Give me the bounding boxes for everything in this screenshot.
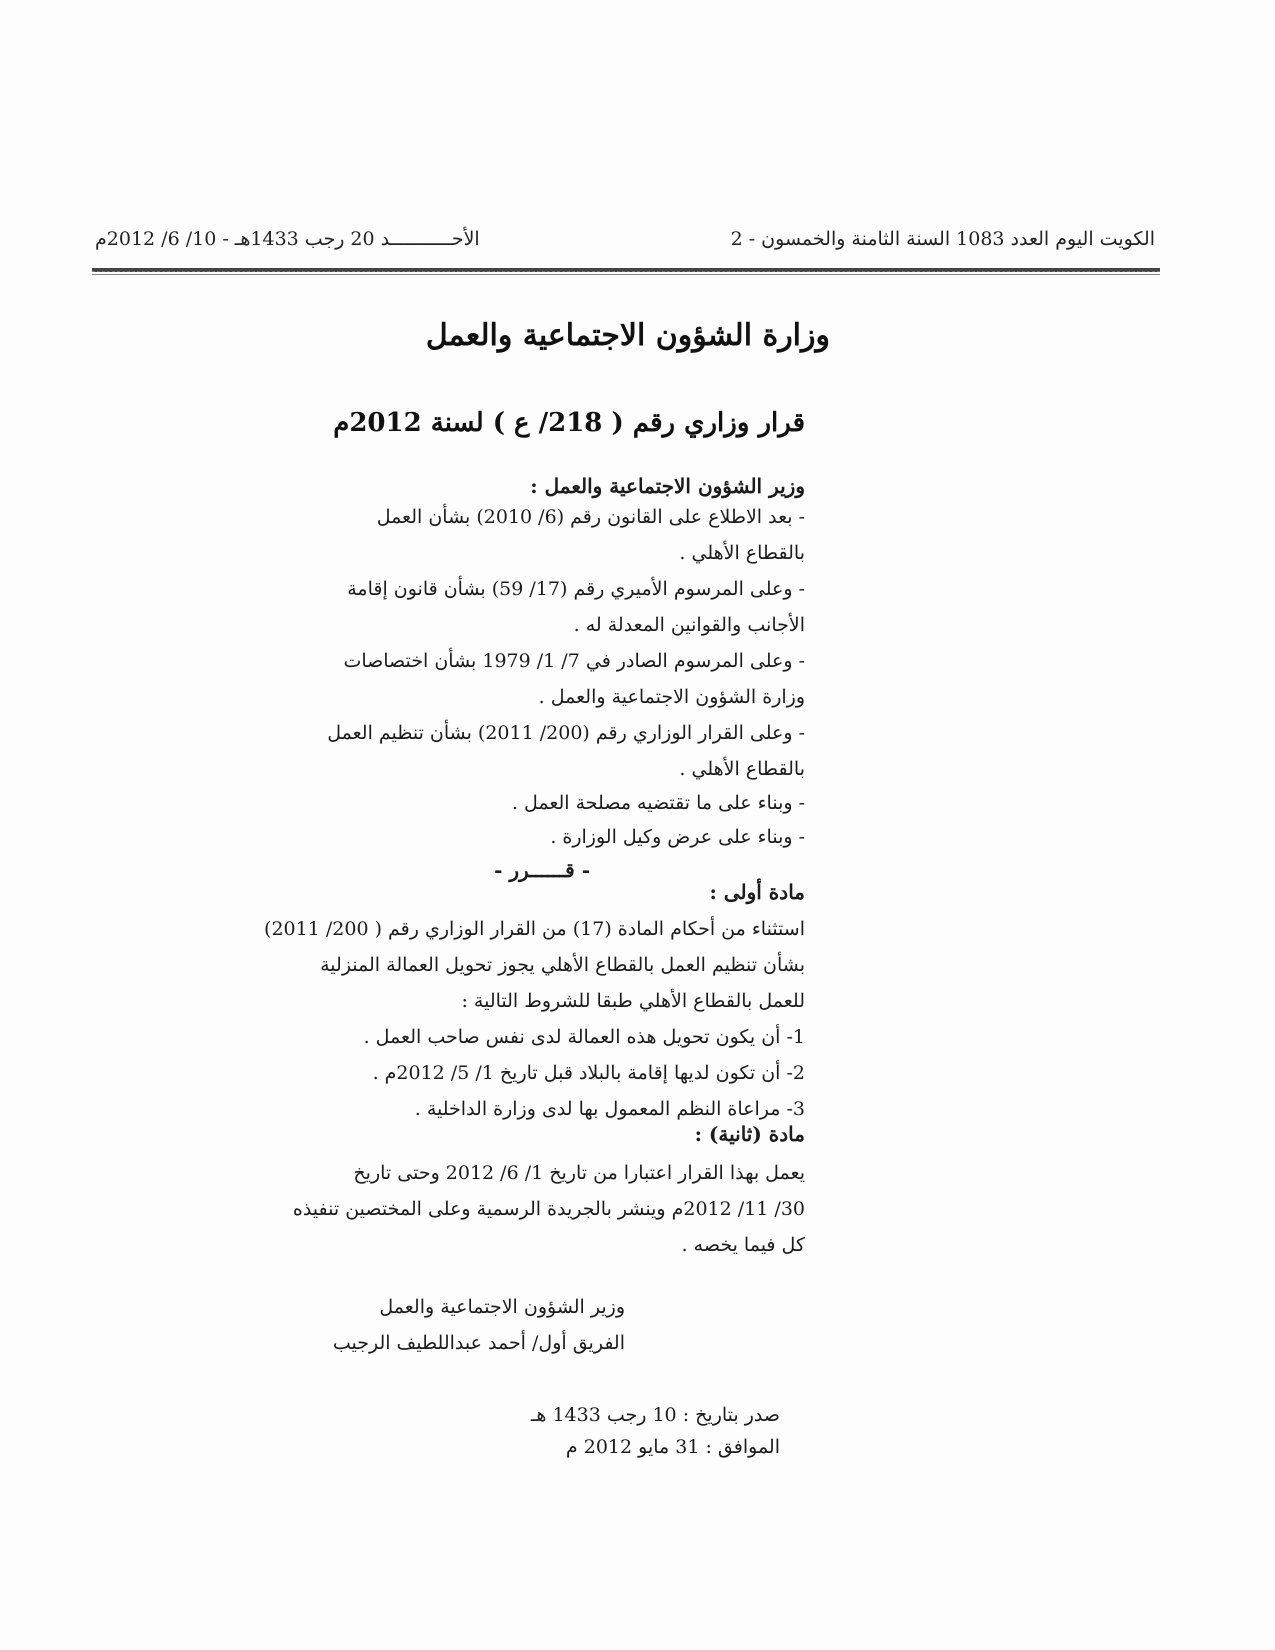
article-1-heading: مادة أولى : — [709, 880, 805, 904]
gazette-header — [95, 228, 1155, 258]
article-1 — [264, 880, 805, 1140]
signatory-title: وزير الشؤون الاجتماعية والعمل — [379, 1296, 625, 1318]
gazette-issue-info: الكويت اليوم العدد 1083 السنة الثامنة والخمسون - 2 — [730, 228, 1155, 250]
preamble-item-6: - وبناء على عرض وكيل الوزارة . — [550, 826, 805, 848]
minister-line: وزير الشؤون الاجتماعية والعمل : — [530, 474, 805, 498]
article-1-condition-3: 3- مراعاة النظم المعمول بها لدى وزارة الداخلية . — [414, 1098, 805, 1120]
issued-gregorian-date: الموافق : 31 مايو 2012 م — [565, 1436, 780, 1458]
article-2-line-2: 30/ 11/ 2012م وينشر بالجريدة الرسمية وعلى المختصين تنفيذه — [292, 1198, 805, 1220]
signatory-name: الفريق أول/ أحمد عبداللطيف الرجيب — [332, 1332, 625, 1354]
header-divider-thin — [92, 274, 1160, 275]
preamble-item-5: - وبناء على ما تقتضيه مصلحة العمل . — [511, 792, 805, 814]
article-2 — [292, 1122, 805, 1262]
issued-hijri-date: صدر بتاريخ : 10 رجب 1433 هـ — [530, 1404, 780, 1426]
header-divider — [92, 268, 1160, 272]
preamble-item-4-line-1: - وعلى القرار الوزاري رقم (200/ 2011) بشأن تنظيم العمل — [327, 722, 805, 744]
article-2-line-1: يعمل بهذا القرار اعتبارا من تاريخ 1/ 6/ 2012 وحتى تاريخ — [353, 1162, 805, 1184]
preamble-item-3-line-1: - وعلى المرسوم الصادر في 7/ 1/ 1979 بشأن اختصاصات — [343, 650, 805, 672]
article-1-line-3: للعمل بالقطاع الأهلي طبقا للشروط التالية : — [461, 990, 805, 1012]
preamble-item-1-line-1: - بعد الاطلاع على القانون رقم (6/ 2010) بشأن العمل — [376, 506, 805, 528]
ministry-title: وزارة الشؤون الاجتماعية والعمل — [425, 318, 830, 353]
article-1-condition-2: 2- أن تكون لديها إقامة بالبلاد قبل تاريخ 1/ 5/ 2012م . — [372, 1062, 805, 1084]
preamble-item-2-line-1: - وعلى المرسوم الأميري رقم (17/ 59) بشأن قانون إقامة — [347, 578, 805, 600]
signature-block — [325, 1296, 625, 1366]
preamble-item-4-line-2: بالقطاع الأهلي . — [679, 758, 805, 780]
preamble — [325, 474, 805, 894]
article-2-line-3: كل فيما يخصه . — [681, 1234, 805, 1256]
article-1-line-1: استثناء من أحكام المادة (17) من القرار الوزاري رقم ( 200/ 2011) — [264, 918, 805, 940]
decides-heading: - قــــــرر - — [494, 858, 590, 882]
preamble-item-3-line-2: وزارة الشؤون الاجتماعية والعمل . — [538, 686, 805, 708]
preamble-item-2-line-2: الأجانب والقوانين المعدلة له . — [573, 614, 805, 636]
article-1-line-2: بشأن تنظيم العمل بالقطاع الأهلي يجوز تحويل العمالة المنزلية — [320, 954, 805, 976]
article-1-condition-1: 1- أن يكون تحويل هذه العمالة لدى نفس صاحب العمل . — [363, 1026, 805, 1048]
preamble-item-1-line-2: بالقطاع الأهلي . — [679, 542, 805, 564]
gazette-date: الأحـــــــــــد 20 رجب 1433هـ - 10/ 6/ 2012م — [95, 228, 480, 250]
decision-title: قرار وزاري رقم ( 218/ ع ) لسنة 2012م — [333, 408, 805, 438]
issued-block — [530, 1404, 780, 1474]
article-2-heading: مادة (ثانية) : — [694, 1122, 805, 1146]
